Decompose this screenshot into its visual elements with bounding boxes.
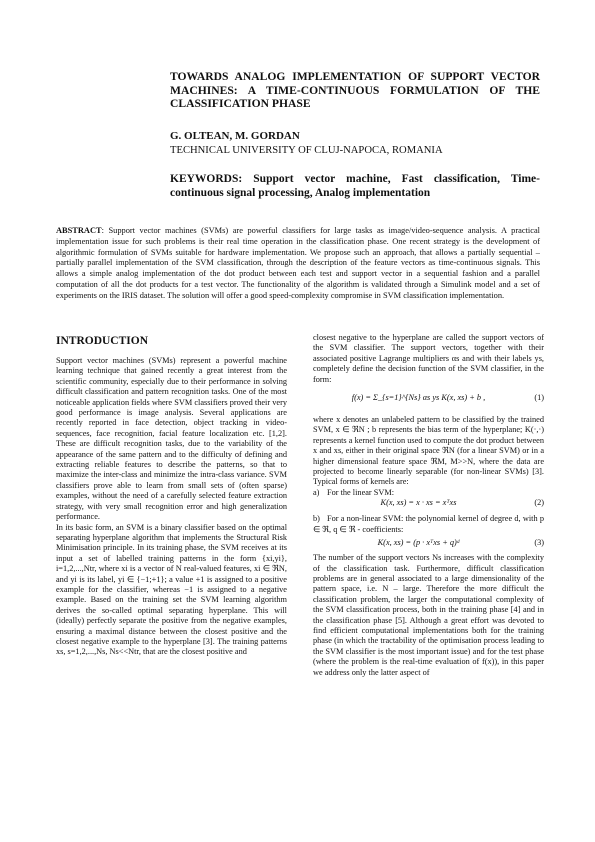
equation-3 — [313, 535, 544, 553]
paragraph: where x denotes an unlabeled pattern to be classified by the trained SVM, x ∈ ℜN ; b represents the bias term of the hyperplane; K(·,·) represents a kernel function used to compute the dot product between x and xs, either in their original space ℜN (for a linear SVM) or in a higher dimensional feature space ℜM, M>>N, where the data are projected to become linearly separable (for non-linear SVMs) [3]. Typical forms of kernels are: — [313, 415, 544, 487]
paragraph: In its basic form, an SVM is a binary classifier based on the optimal separating hyperplane algorithm that implements the Structural Risk Minimisation principle. In its training phase, the SVM receives at its input a set of labelled training patterns in the form {xi,yi}, i=1,2,...,Ntr, where xi is a vector of N real-valued features, xi ∈ ℜN, and yi is its label, yi ∈ {−1;+1}; a value +1 is assigned to a positive example for the classifier, whereas −1 is assigned to a negative example. Based on the training set the SVM learning algorithm derives the so-called optimal separating hyperplane. This will (ideally) perfectly separate the positive from the negative examples, ensuring a maximal distance between the closest positive and the closest negative example to the hyperplane [3]. The training patterns xs, s=1,2,...,Ns, Ns<<Ntr, that are the closest positive and — [56, 522, 287, 657]
list-item-text: For the linear SVM: — [327, 487, 395, 497]
list-item-tag: b) — [313, 514, 320, 524]
equation-1-formula: f(x) = Σ_{s=1}^{Ns} αs ys K(x, xs) + b , — [351, 393, 486, 403]
equation-2 — [313, 498, 544, 514]
equation-1 — [313, 385, 544, 415]
paper-authors: G. OLTEAN, M. GORDAN — [170, 130, 300, 142]
abstract-label: ABSTRACT — [56, 226, 102, 235]
paragraph: closest negative to the hyperplane are called the support vectors of the SVM classifier. The support vectors, together with their associated positive Lagrange multipliers αs and with their labels ys, completely define the decision function of the SVM classifier, in the form: — [313, 333, 544, 384]
right-column — [313, 333, 544, 678]
equation-2-number: (2) — [534, 498, 544, 508]
section-heading-introduction: INTRODUCTION — [56, 335, 149, 347]
paper-affiliation: TECHNICAL UNIVERSITY OF CLUJ-NAPOCA, ROMANIA — [170, 145, 443, 156]
list-item-b — [313, 514, 544, 535]
paragraph: The number of the support vectors Ns increases with the complexity of the classification task. Furthermore, difficult classification problems are in general associated to a large dimensionality of the pattern space, i.e. N – large. Therefore the more difficult the classification problem, the larger the computational complexity of the SVM classification process, both in the training phase [4] and in the classification phase [5]. Although a great effort was devoted to find efficient computational implementations both for the training phase (in which the tractability of the optimisation process leading to the SVM classifier is the most important issue) and for the test phase (where the problem is the real-time evaluation of f(x)), in this paper we address only the latter aspect of — [313, 553, 544, 677]
list-item-tag: a) — [313, 487, 320, 497]
equation-3-formula: K(x, xs) = (p · xᵀxs + q)ᵈ — [377, 538, 460, 548]
paper-title: TOWARDS ANALOG IMPLEMENTATION OF SUPPORT VECTOR MACHINES: A TIME-CONTINUOUS FORMULATION OF THE CLASSIFICATION PHASE — [170, 70, 540, 111]
paragraph: Support vector machines (SVMs) represent a powerful machine learning technique that gained recently a great interest from the scientific community, especially due to their performance in solving difficult classification and pattern recognition tasks. One of the most noticeable application fields where SVM classifiers proved their very good performance is image analysis. Several applications are recently reported in face detection, object tracking in video-sequences, face recognition, facial feature localization etc. [1,2]. These are difficult recognition tasks, due to the variability of the appearance of the same pattern and to the difficulty of defining and extracting reliable features to describe the patterns, so that to maximize the inter-class and minimize the intra-class variance. SVM classifiers prove able to learn from small sets of (often sparse) examples, without the need of a carefully selected feature extraction strategy, with very small recognition error and high generalization performance. — [56, 356, 287, 522]
abstract — [56, 226, 540, 301]
equation-1-number: (1) — [534, 393, 544, 403]
list-item-text: For a non-linear SVM: the polynomial kernel of degree d, with p ∈ ℜ, q ∈ ℜ - coefficients: — [313, 514, 544, 534]
list-item-a — [313, 488, 544, 498]
equation-2-formula: K(x, xs) = x · xs = xᵀxs — [380, 498, 457, 508]
abstract-text: : Support vector machines (SVMs) are powerful classifiers for large tasks as image/video-sequence analysis. A practical implementation issue for such problems is their real time operation in the classification phase. One recent strategy is the development of algorithmic formulation of SVMs suitable for hardware implementation. We propose such an approach, that allows a partially sequential – partially parallel implementation of the SVM classification, through the description of the feature vectors as time-continuous signals. This allows a simple analog implementation of the dot product between each test and support vector in a sequential fashion and a parallel computation of all the dot products for a test vector. The functionality of the algorithm is validated through a Simulink model and a set of experiments on the IRIS dataset. The solution will offer a good speed-complexity compromise in SVM classification implementation. — [56, 226, 540, 300]
equation-3-number: (3) — [534, 538, 544, 548]
paper-keywords: KEYWORDS: Support vector machine, Fast classification, Time-continuous signal processing, Analog implementation — [170, 173, 540, 199]
left-column — [56, 356, 287, 658]
